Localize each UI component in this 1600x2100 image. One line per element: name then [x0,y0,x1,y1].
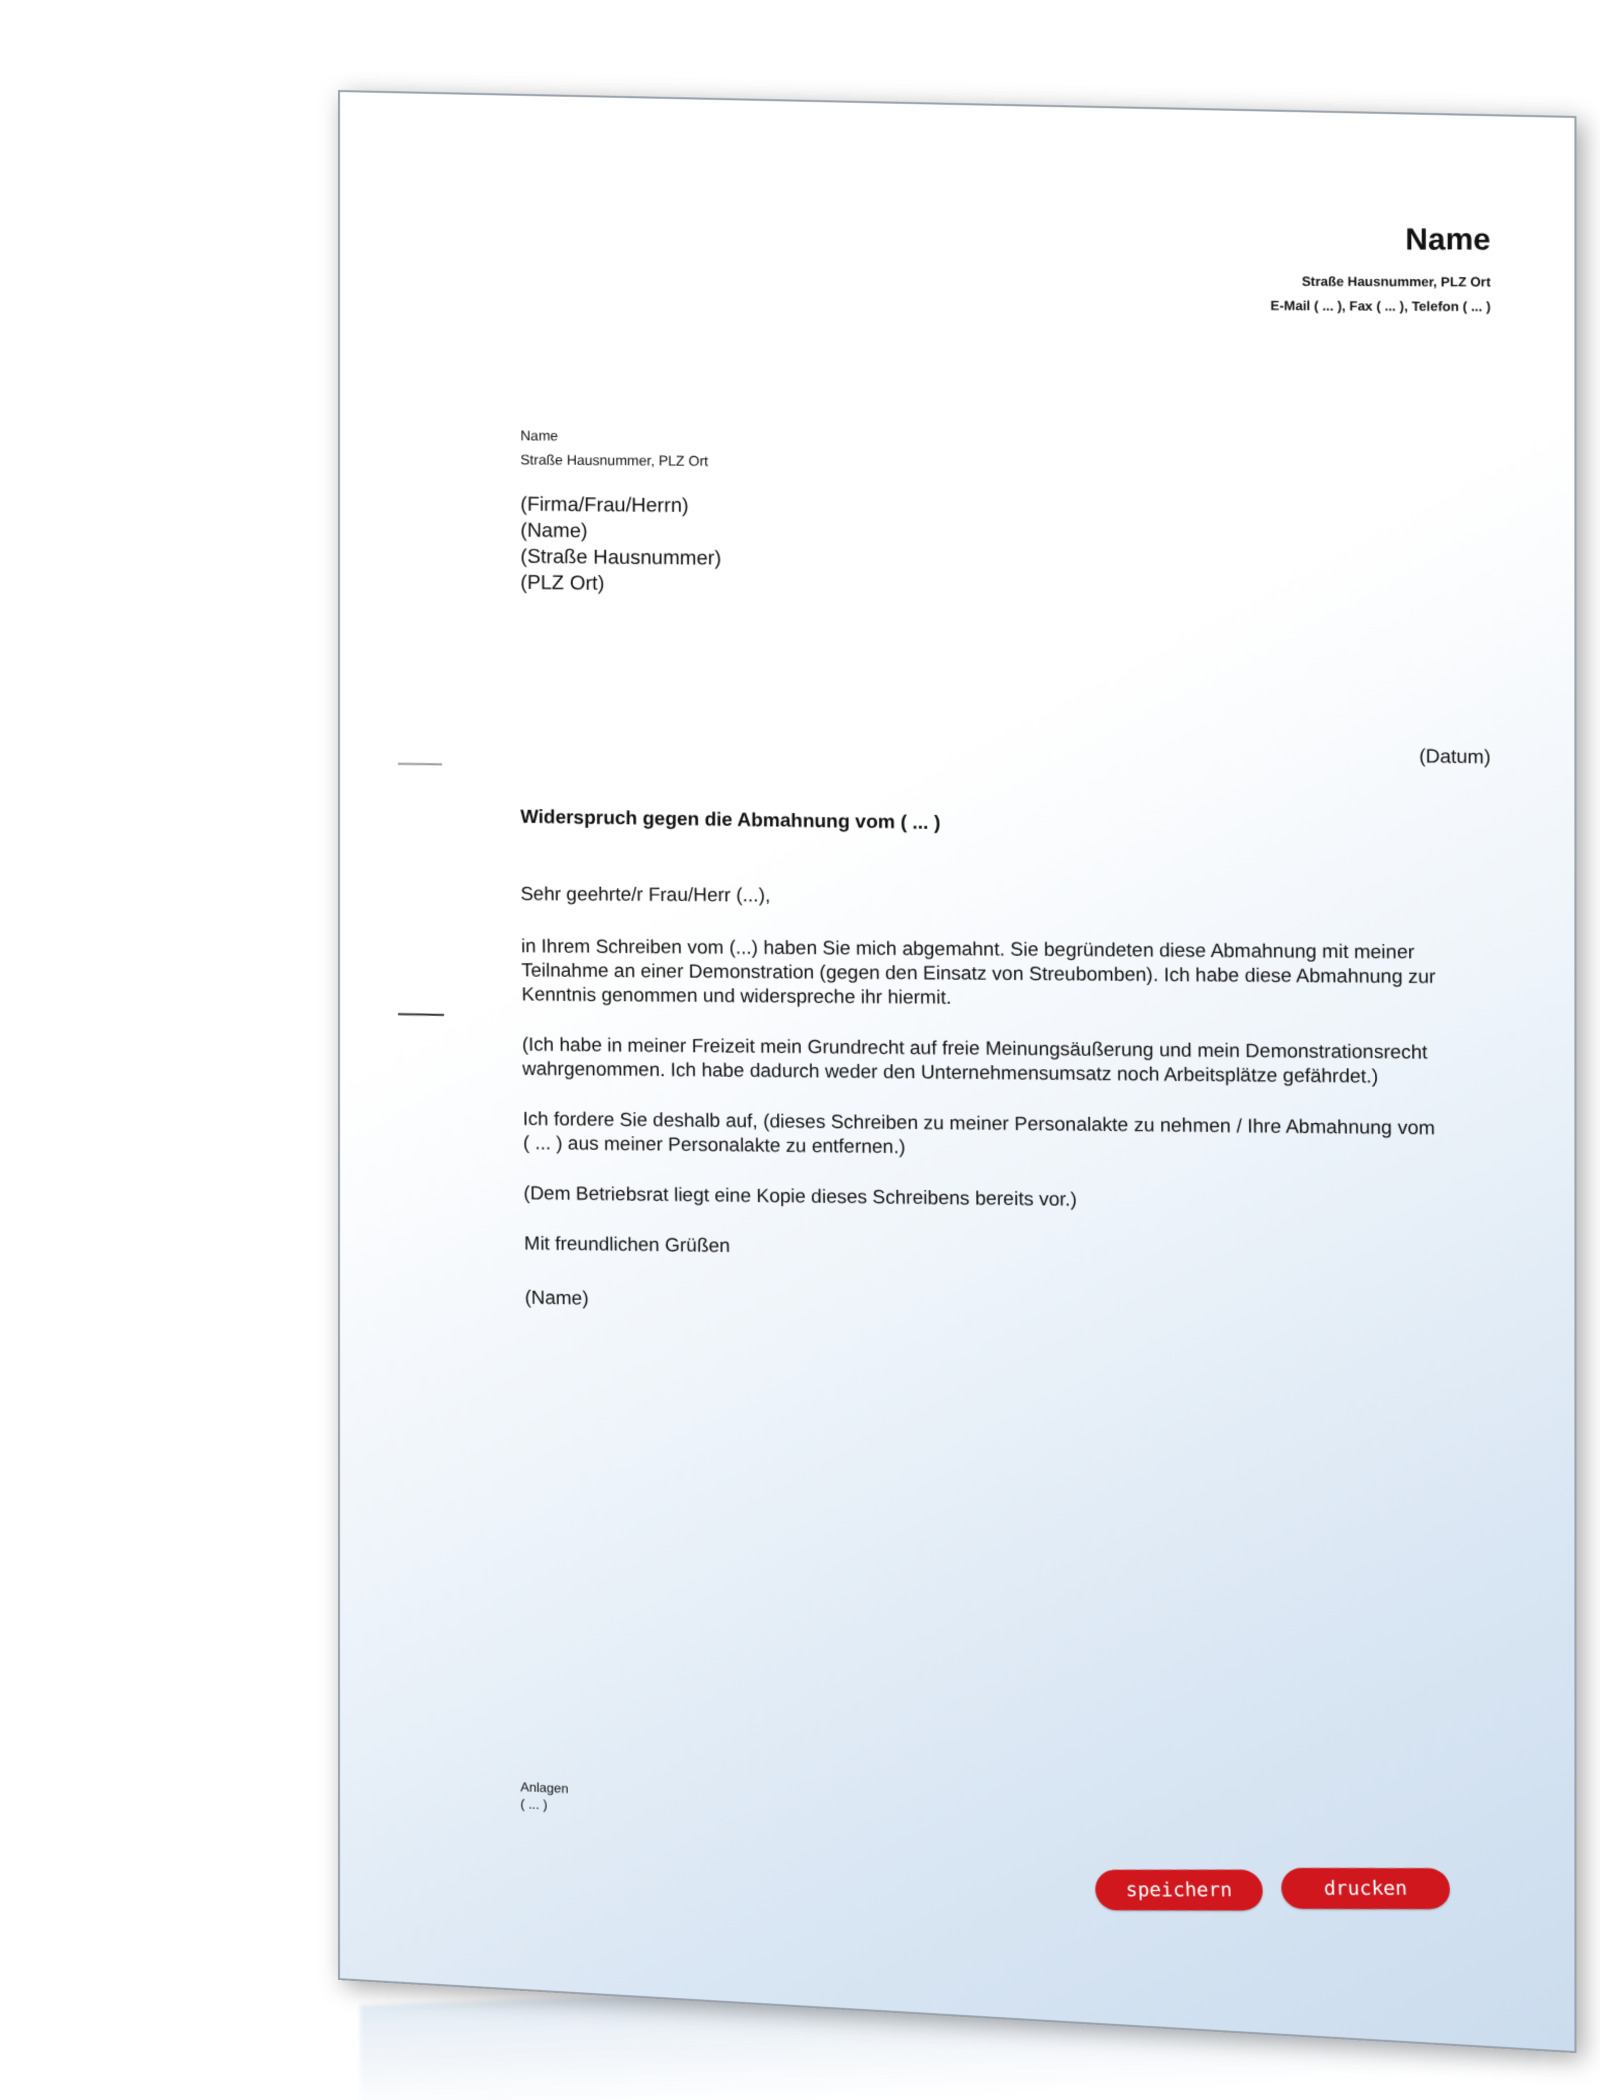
letter-subject: Widerspruch gegen die Abmahnung vom ( ... ) [520,806,941,834]
recipient-line: (PLZ Ort) [520,571,605,595]
recipient-line: (Firma/Frau/Herrn) [520,493,689,518]
attachments-value: ( ... ) [520,1796,548,1813]
attachments-block [520,1778,568,1814]
recipient-line: (Straße Hausnummer) [520,545,722,570]
recipient-block [520,492,721,598]
letter-date: (Datum) [1418,746,1491,769]
signature: (Name) [524,1287,589,1310]
recipient-line: (Name) [520,519,588,543]
print-button[interactable]: drucken [1281,1868,1451,1909]
sender-name: Name [1405,222,1491,257]
punch-mark [398,1013,444,1016]
fold-mark [398,763,442,766]
return-address: Straße Hausnummer, PLZ Ort [520,451,709,469]
return-name: Name [520,427,559,444]
salutation: Sehr geehrte/r Frau/Herr (...), [520,883,771,907]
body-paragraph: (Ich habe in meiner Freizeit mein Grundrecht auf freie Meinungsäußerung und mein Demonstrationsrecht wahrgenommen. Ich habe dadurch weder den Unternehmensumsatz noch Arbeitsplätze gefährdet.) [522,1034,1428,1088]
attachments-label: Anlagen [520,1779,569,1796]
letter-sheet [338,90,1577,2053]
closing: Mit freundlichen Grüßen [524,1233,731,1258]
body-paragraph: in Ihrem Schreiben vom (...) haben Sie mich abgemahnt. Sie begründeten diese Abmahnung mit meiner Teilnahme an einer Demonstration (gegen den Einsatz von Streubomben). Ich habe diese Abmahnung zur Kenntnis genommen und widerspreche ihr hiermit. [520,936,1436,1009]
sender-address: Straße Hausnummer, PLZ Ort [1301,273,1491,290]
sender-contact: E-Mail ( ... ), Fax ( ... ), Telefon ( ... ) [1270,297,1491,315]
save-button[interactable]: speichern [1095,1870,1264,1911]
body-paragraph: Ich fordere Sie deshalb auf, (dieses Schreiben zu meiner Personalakte zu nehmen / Ihre Abmahnung vom ( ... ) aus meiner Personalakte zu entfernen.) [522,1108,1436,1159]
letter-body [520,883,1447,1350]
letter-content [340,92,1574,2025]
body-paragraph: (Dem Betriebsrat liegt eine Kopie dieses Schreibens bereits vor.) [523,1183,1078,1211]
